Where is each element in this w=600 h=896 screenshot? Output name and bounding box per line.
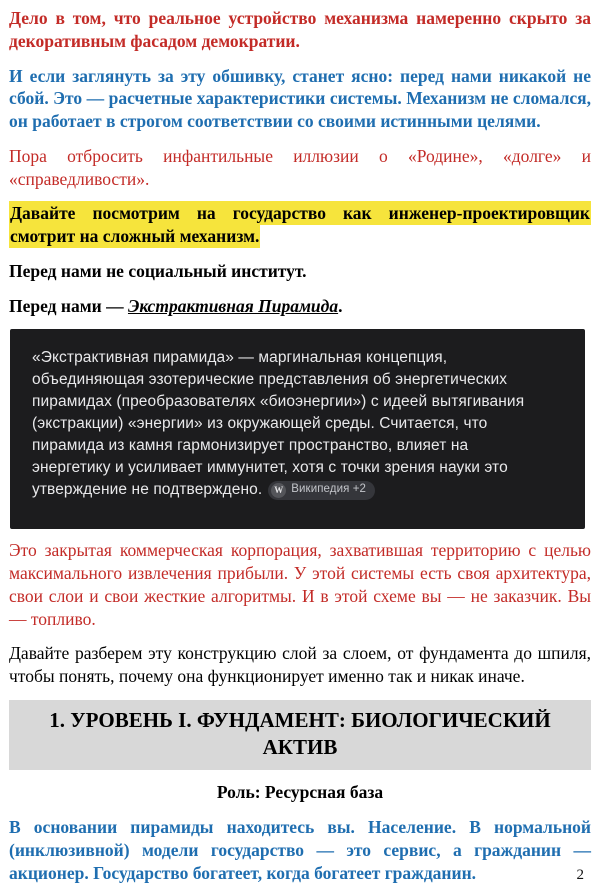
pyramid-prefix: Перед нами — bbox=[9, 295, 128, 316]
pyramid-suffix: . bbox=[338, 295, 343, 316]
wikipedia-icon: W bbox=[271, 483, 286, 498]
paragraph-layer-by-layer: Давайте разберем эту конструкцию слой за слоем, от фундамента до шпиля, чтобы понять, почему она функционирует именно так и никак иначе. bbox=[9, 643, 591, 686]
paragraph-engineer-view bbox=[9, 202, 591, 248]
source-badge-label: Википедия +2 bbox=[291, 483, 367, 496]
section-heading-level1: 1. УРОВЕНЬ I. ФУНДАМЕНТ: БИОЛОГИЧЕСКИЙ АКТИВ bbox=[9, 700, 591, 771]
paragraph-system-characteristics: И если заглянуть за эту обшивку, станет ясно: перед нами никакой не сбой. Это — расчетные характеристики системы. Механизм не сломался, он работает в строгом соответствии со своими истинными целями. bbox=[9, 65, 591, 131]
paragraph-hidden-mechanism: Дело в том, что реальное устройство механизма намеренно скрыто за декоративным фасадом демократии. bbox=[9, 8, 591, 51]
pyramid-term: Экстрактивная Пирамида bbox=[127, 295, 339, 316]
paragraph-resource-base: В основании пирамиды находитесь вы. Население. В нормальной (инклюзивной) модели государство — это сервис, а гражданин — акционер. Государство богатеет, когда богатеет гражданин. bbox=[9, 817, 591, 883]
paragraph-corporation: Это закрытая коммерческая корпорация, захватившая территорию с целью максимального извлечения прибыли. У этой системы есть своя архитектура, свои слои и свои жесткие алгоритмы. И в этой схеме вы — не заказчик. Вы — топливо. bbox=[9, 540, 591, 629]
paragraph-illusions: Пора отбросить инфантильные иллюзии о «Родине», «долге» и «справедливости». bbox=[9, 145, 591, 189]
quote-text bbox=[32, 347, 532, 501]
quote-text-content: «Экстрактивная пирамида» — маргинальная концепция, объединяющая эзотерические представления об энергетических пирамидах (преобразователях «биоэнергии») с идеей вытягивания (экстракции) «энергии» из окружающей среды. Считается, что пирамида из камня гармонизирует пространство, влияет на энергетику и усиливает иммунитет, хотя с точки зрения науки это утверждение не подтверждено. bbox=[32, 349, 525, 499]
page-number: 2 bbox=[576, 867, 584, 883]
paragraph-not-institute: Перед нами не социальный институт. bbox=[9, 260, 307, 281]
highlighted-text: Давайте посмотрим на государство как инженер-проектировщик смотрит на сложный механизм. bbox=[10, 203, 590, 246]
ai-answer-quote-card bbox=[10, 329, 585, 529]
wikipedia-source-badge[interactable] bbox=[268, 481, 375, 500]
role-subheading: Роль: Ресурсная база bbox=[216, 782, 384, 803]
paragraph-extractive-pyramid bbox=[9, 295, 591, 318]
